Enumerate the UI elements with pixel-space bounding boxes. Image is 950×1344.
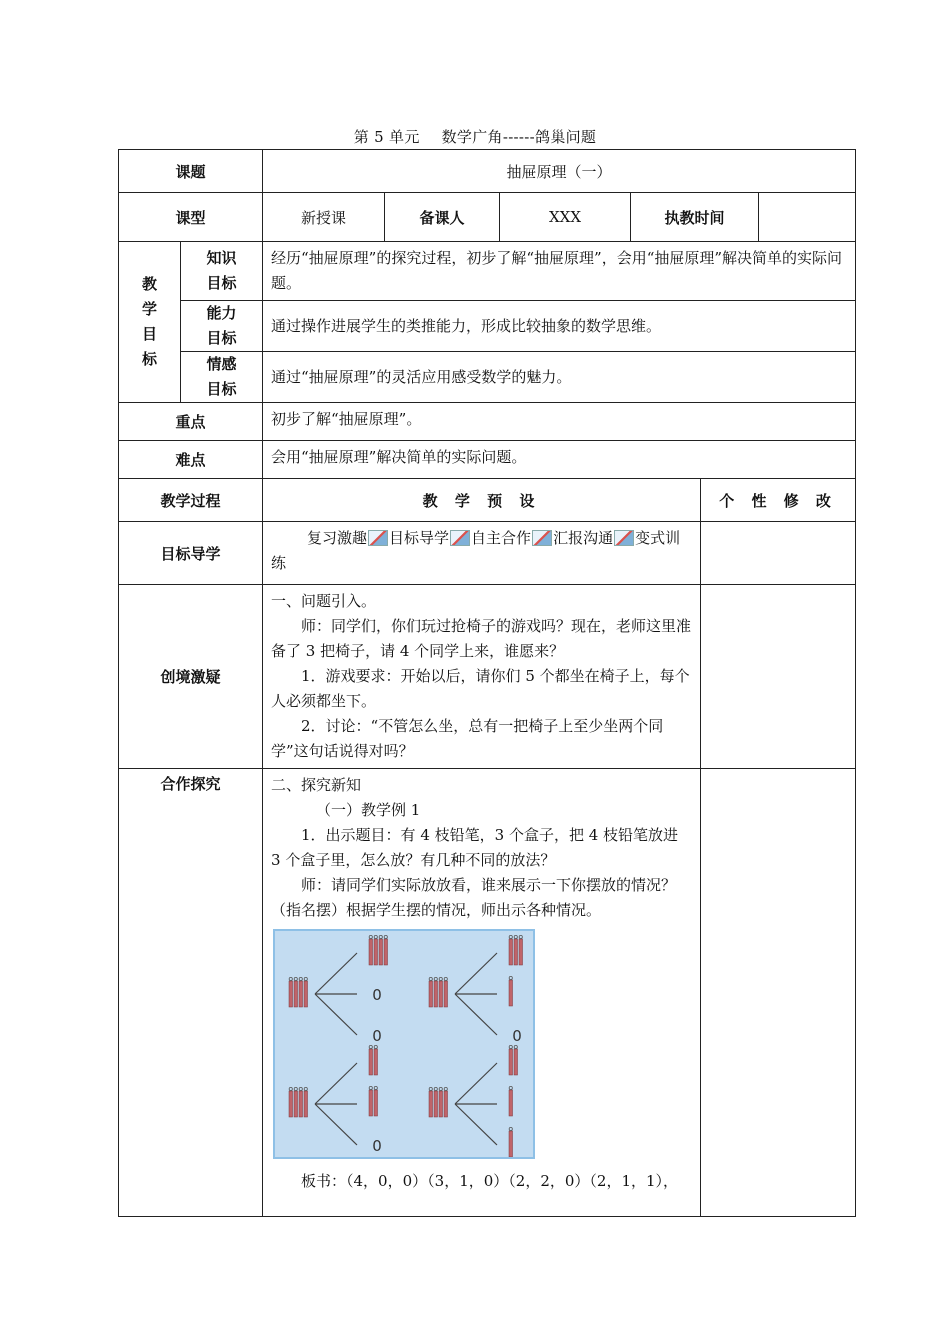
pencil-tip (509, 935, 512, 938)
pencil-mark (429, 1091, 433, 1117)
modify-header: 个 性 修 改 (701, 479, 856, 522)
goal-ability-label (181, 301, 263, 352)
explore-label: 合作探究 (119, 769, 263, 1217)
pencil-mark (509, 1131, 513, 1157)
goal-sub-label: 能力 (206, 304, 237, 322)
pencil-mark (444, 1091, 448, 1117)
guide-flow-line (271, 526, 692, 576)
pencil-tip (369, 1086, 372, 1089)
pencil-tip (444, 977, 447, 980)
flow-step: 目标导学 (389, 529, 450, 547)
branch-line (455, 953, 497, 994)
flow-step: 复习激趣 (307, 529, 368, 547)
pencil-tip (434, 1087, 437, 1090)
pencil-tip (439, 1087, 442, 1090)
explore-line: 1．出示题目：有 4 枝铅笔，3 个盒子，把 4 枝铅笔放进 3 个盒子里，怎么放？有几种不同的放法？ (271, 826, 679, 869)
scenario-line: 2．讨论：“不管怎么坐，总有一把椅子上至少坐两个同学”这句话说得对吗？ (271, 717, 664, 760)
explore-line: （一）教学例 1 (316, 801, 421, 819)
guide-flow (263, 522, 701, 585)
topic-label: 课题 (119, 150, 263, 193)
pencil-tip (509, 1127, 512, 1130)
pencil-tip (429, 977, 432, 980)
pencil-tip (519, 935, 522, 938)
broken-image-icon (614, 530, 634, 546)
unit-label: 第 5 单元 (353, 128, 420, 146)
branch-line (455, 994, 497, 1035)
pencil-tip (299, 1087, 302, 1090)
page-title (0, 126, 950, 147)
pencil-tip (429, 1087, 432, 1090)
flow-step: 变式训练 (271, 529, 681, 572)
branch-line (315, 994, 357, 1035)
broken-image-icon (368, 530, 388, 546)
pencil-mark (374, 1049, 378, 1075)
goal-emotion-text: 通过“抽屉原理”的灵活应用感受数学的魅力。 (263, 352, 856, 403)
pencil-mark (369, 1090, 373, 1116)
pencil-mark (434, 1091, 438, 1117)
empty-box-zero: 0 (372, 1137, 382, 1155)
branch-line (315, 1104, 357, 1145)
pencil-tip (374, 1045, 377, 1048)
difficulty-value: 会用“抽屉原理”解决简单的实际问题。 (263, 441, 856, 479)
pencil-mark (509, 1049, 513, 1075)
guide-label: 目标导学 (119, 522, 263, 585)
pencil-mark (289, 981, 293, 1007)
pencil-mark (439, 981, 443, 1007)
preparer-label: 备课人 (385, 193, 500, 242)
flow-step: 汇报沟通 (553, 529, 614, 547)
guide-modify (701, 522, 856, 585)
explore-modify (701, 769, 856, 1217)
goal-ability-text: 通过操作进展学生的类推能力，形成比较抽象的数学思维。 (263, 301, 856, 352)
pencil-mark (514, 1049, 518, 1075)
pencil-mark (519, 939, 523, 965)
pencil-tip (439, 977, 442, 980)
pencil-tip (299, 977, 302, 980)
goals-label-char: 目 (141, 325, 157, 343)
explore-line: 师：请同学们实际放放看，谁来展示一下你摆放的情况？（指名摆）根据学生摆的情况，师出示各种情况。 (271, 876, 677, 919)
flow-step: 自主合作 (471, 529, 532, 547)
branch-line (455, 1063, 497, 1104)
scenario-line: 一、问题引入。 (271, 592, 377, 610)
pencil-mark (379, 939, 383, 965)
broken-image-icon (450, 530, 470, 546)
pencil-mark (429, 981, 433, 1007)
branch-line (315, 1063, 357, 1104)
pencil-tip (294, 977, 297, 980)
scenario-content (263, 585, 701, 769)
pencil-tip (289, 1087, 292, 1090)
pencil-mark (294, 981, 298, 1007)
pencil-mark (374, 939, 378, 965)
pencil-tip (374, 1086, 377, 1089)
goal-sub-label: 目标 (206, 380, 237, 398)
pencil-tip (369, 1045, 372, 1048)
teach-time-value (759, 193, 856, 242)
goal-sub-label: 知识 (206, 249, 237, 267)
process-label: 教学过程 (119, 479, 263, 522)
pencil-tip (434, 977, 437, 980)
goal-sub-label: 情感 (206, 355, 237, 373)
pencil-tip (514, 1045, 517, 1048)
pencil-tip (294, 1087, 297, 1090)
design-header: 教 学 预 设 (263, 479, 701, 522)
empty-box-zero: 0 (372, 1027, 382, 1045)
type-label: 课型 (119, 193, 263, 242)
scenario-label: 创境激疑 (119, 585, 263, 769)
lesson-plan-table (118, 149, 856, 1217)
pencil-mark (509, 980, 513, 1006)
goals-label-char: 标 (141, 350, 157, 368)
teach-time-label: 执教时间 (631, 193, 759, 242)
scenario-line: 师：同学们，你们玩过抢椅子的游戏吗？现在，老师这里准备了 3 把椅子，请 4 个同学上来，谁愿来？ (271, 617, 692, 660)
topic-value: 抽屉原理（一） (263, 150, 856, 193)
pencil-mark (444, 981, 448, 1007)
pencil-tip (289, 977, 292, 980)
empty-box-zero: 0 (372, 986, 382, 1004)
branch-line (455, 1104, 497, 1145)
goal-sub-label: 目标 (206, 274, 237, 292)
pencil-tip (304, 1087, 307, 1090)
goal-sub-label: 目标 (206, 329, 237, 347)
key-point-label: 重点 (119, 403, 263, 441)
pencil-mark (304, 981, 308, 1007)
pencil-tip (509, 976, 512, 979)
pencil-mark (509, 939, 513, 965)
explore-line: 二、探究新知 (271, 776, 362, 794)
preparer-value: XXX (500, 193, 631, 242)
pencil-mark (439, 1091, 443, 1117)
pencil-tip (514, 935, 517, 938)
pencil-tip (304, 977, 307, 980)
broken-image-icon (532, 530, 552, 546)
pencil-tip (369, 935, 372, 938)
unit-topic: 数学广角------鸽巢问题 (441, 128, 597, 146)
goal-knowledge-label (181, 242, 263, 301)
branch-line (315, 953, 357, 994)
pencil-mark (509, 1090, 513, 1116)
board-notes: 板书：（4，0，0）（3，1，0）（2，2，0）（2，1，1）， (301, 1172, 679, 1190)
pencil-mark (374, 1090, 378, 1116)
pencil-mark (299, 981, 303, 1007)
key-point-value: 初步了解“抽屉原理”。 (263, 403, 856, 441)
pencil-mark (299, 1091, 303, 1117)
pencil-tip (379, 935, 382, 938)
scenario-line: 1．游戏要求：开始以后，请你们 5 个都坐在椅子上，每个人必须都坐下。 (271, 667, 690, 710)
goals-label (119, 242, 181, 403)
pencil-mark (514, 939, 518, 965)
pencil-mark (384, 939, 388, 965)
explore-content (263, 769, 701, 1217)
pencil-mark (304, 1091, 308, 1117)
pencil-distribution-figure (273, 929, 535, 1159)
scenario-modify (701, 585, 856, 769)
pencil-tip (374, 935, 377, 938)
pencil-diagram (275, 931, 533, 1157)
pencil-mark (294, 1091, 298, 1117)
type-value: 新授课 (263, 193, 385, 242)
goal-knowledge-text: 经历“抽屉原理”的探究过程，初步了解“抽屉原理”，会用“抽屉原理”解决简单的实际问题。 (263, 242, 856, 301)
goals-label-char: 学 (141, 300, 157, 318)
goal-emotion-label (181, 352, 263, 403)
pencil-tip (509, 1045, 512, 1048)
pencil-mark (369, 1049, 373, 1075)
pencil-mark (434, 981, 438, 1007)
empty-box-zero: 0 (512, 1027, 522, 1045)
goals-label-char: 教 (141, 275, 157, 293)
pencil-tip (509, 1086, 512, 1089)
difficulty-label: 难点 (119, 441, 263, 479)
pencil-mark (369, 939, 373, 965)
pencil-mark (289, 1091, 293, 1117)
pencil-tip (444, 1087, 447, 1090)
pencil-tip (384, 935, 387, 938)
